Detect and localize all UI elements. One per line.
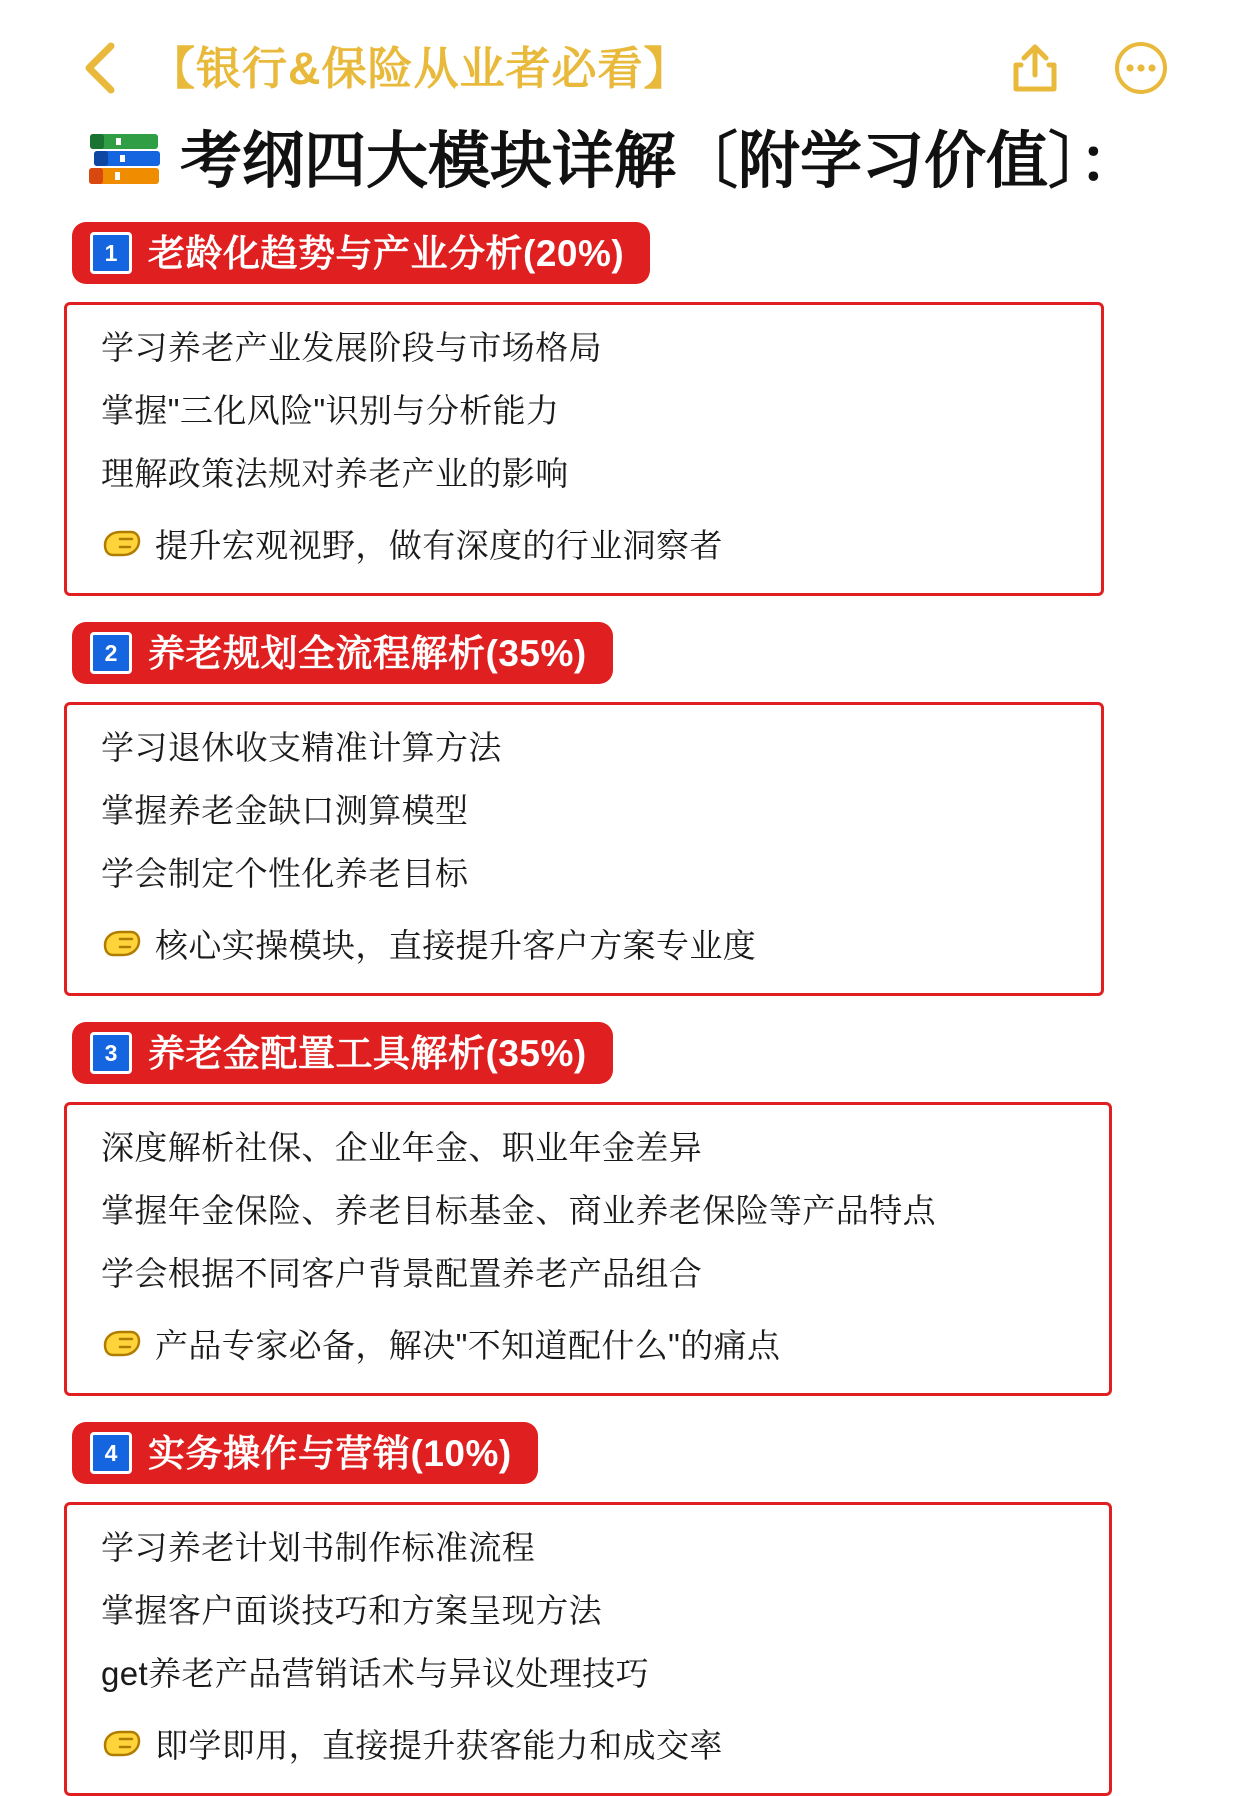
module-number-badge: 4 [90, 1432, 132, 1474]
module-value [101, 920, 1067, 967]
module-tag[interactable] [72, 1422, 538, 1484]
module-value-text: 即学即用，直接提升获客能力和成交率 [155, 1727, 723, 1764]
module-title: 养老金配置工具解析(35%) [148, 1032, 587, 1074]
list-item: 理解政策法规对养老产业的影响 [101, 455, 569, 492]
module-number-badge: 2 [90, 632, 132, 674]
module-title: 实务操作与营销(10%) [148, 1432, 512, 1474]
pointing-hand-icon [101, 1727, 141, 1761]
pointing-hand-icon [101, 927, 141, 961]
module-section [64, 1422, 1178, 1796]
topbar-actions [1008, 41, 1168, 95]
module-value [101, 520, 1067, 567]
page-title: 【银行&保险从业者必看】 [150, 42, 690, 94]
module-content-box [64, 702, 1104, 996]
module-content-box [64, 1102, 1112, 1396]
module-value [101, 1320, 1075, 1367]
list-item: get养老产品营销话术与异议处理技巧 [101, 1655, 650, 1692]
list-item: 掌握年金保险、养老目标基金、商业养老保险等产品特点 [101, 1192, 936, 1229]
chevron-left-icon[interactable] [78, 40, 124, 96]
books-icon [86, 126, 164, 196]
module-content-box [64, 1502, 1112, 1796]
module-section [64, 222, 1178, 596]
module-title: 老龄化趋势与产业分析(20%) [148, 232, 625, 274]
share-icon[interactable] [1008, 41, 1062, 95]
module-value [101, 1720, 1075, 1767]
heading-text: 考纲四大模块详解〔附学习价值〕： [180, 124, 1142, 198]
list-item: 学会根据不同客户背景配置养老产品组合 [101, 1255, 703, 1292]
pointing-hand-icon [101, 527, 141, 561]
list-item: 学习退休收支精准计算方法 [101, 729, 502, 766]
module-tag[interactable] [72, 622, 613, 684]
top-bar [64, 0, 1178, 118]
module-value-text: 核心实操模块，直接提升客户方案专业度 [155, 927, 757, 964]
module-tag[interactable] [72, 1022, 613, 1084]
pointing-hand-icon [101, 1327, 141, 1361]
module-number-badge: 3 [90, 1032, 132, 1074]
main-heading [86, 126, 1178, 196]
module-title: 养老规划全流程解析(35%) [148, 632, 587, 674]
list-item: 掌握养老金缺口测算模型 [101, 792, 469, 829]
more-options-icon[interactable] [1114, 41, 1168, 95]
list-item: 学习养老计划书制作标准流程 [101, 1529, 536, 1566]
list-item: 掌握"三化风险"识别与分析能力 [101, 392, 560, 429]
module-number-badge: 1 [90, 232, 132, 274]
list-item: 深度解析社保、企业年金、职业年金差异 [101, 1129, 703, 1166]
module-section [64, 1022, 1178, 1396]
module-value-text: 产品专家必备，解决"不知道配什么"的痛点 [155, 1327, 781, 1364]
module-content-box [64, 302, 1104, 596]
list-item: 学会制定个性化养老目标 [101, 855, 469, 892]
module-tag[interactable] [72, 222, 650, 284]
list-item: 掌握客户面谈技巧和方案呈现方法 [101, 1592, 602, 1629]
module-section [64, 622, 1178, 996]
list-item: 学习养老产业发展阶段与市场格局 [101, 329, 602, 366]
module-value-text: 提升宏观视野，做有深度的行业洞察者 [155, 527, 723, 564]
